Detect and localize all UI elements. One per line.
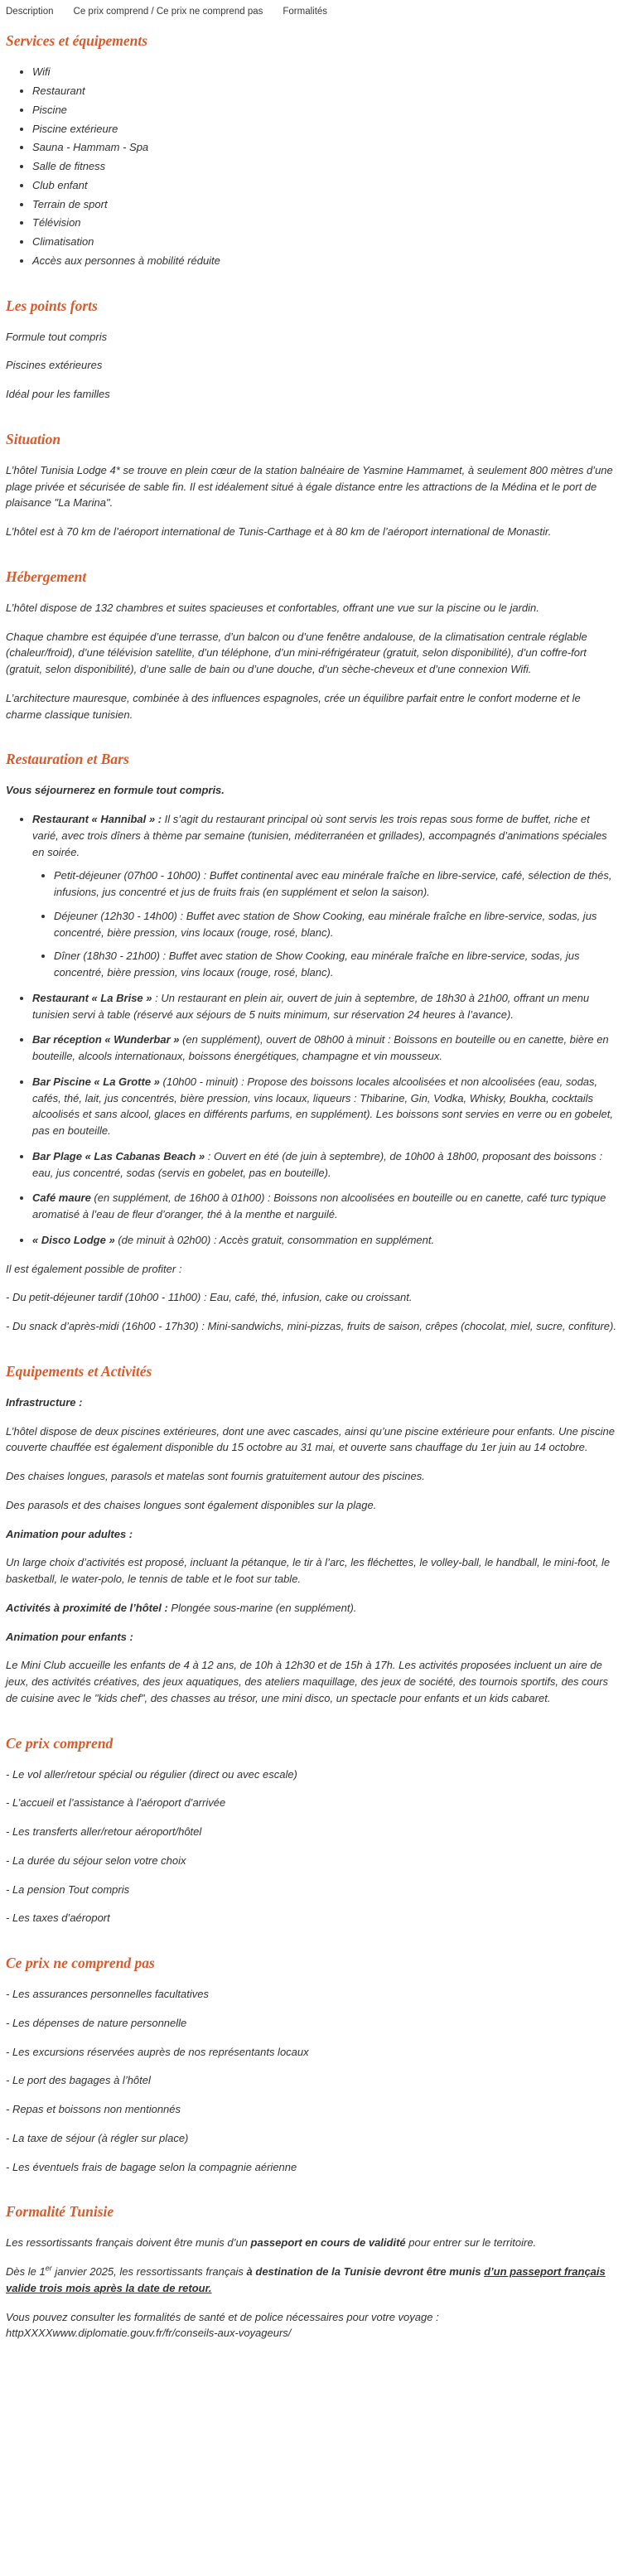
formalites-p1-bold: passeport en cours de validité (250, 2236, 406, 2250)
equipements-title: Equipements et Activités (6, 1362, 152, 1380)
services-list (6, 64, 618, 268)
formalites-paragraph-2025 (6, 2264, 618, 2297)
bar-item (32, 990, 618, 1023)
bar-item (32, 1232, 618, 1249)
point-fort-item: Piscines extérieures (6, 359, 103, 372)
animation-adultes-label (6, 1526, 618, 1543)
bar-name: Restaurant « La Brise » (32, 991, 152, 1004)
activites-proximite (6, 1600, 618, 1617)
formalites-p2-bold: à destination de la Tunisie devront être munis (246, 2265, 485, 2279)
hannibal-meals-list (32, 868, 618, 981)
hebergement-paragraph: Chaque chambre est équipée d’une terrasse, d’un balcon ou d’une fenêtre andalouse, de la climatisation centrale réglable (chaleur/froid), d’une télévision satellite, d’un téléphone, d’un mini-réfrigérateur (gratuit, selon disponibilité), d’un coffre-fort (gratuit, selon disponibilité), d’une salle de bain ou d’une douche, d’un sèche-cheveux et d’une connexion Wifi. (6, 630, 587, 676)
equipements-paragraph: L’hôtel dispose de deux piscines extérieures, dont une avec cascades, ainsi qu’une piscine extérieure pour enfants. Une piscine couverte chauffée est également disponible du 15 octobre au 31 mai, et ouverte sans chauffage du 1er juin au 14 octobre. (6, 1424, 615, 1454)
animation-enfants-label (6, 1629, 618, 1646)
prix-ne-comprend-pas-item: - Les éventuels frais de bagage selon la compagnie aérienne (6, 2160, 297, 2173)
prix-comprend-title: Ce prix comprend (6, 1734, 114, 1752)
bar-name: Bar Plage « Las Cabanas Beach » (32, 1149, 205, 1162)
prix-ne-comprend-pas-item: - Repas et boissons non mentionnés (6, 2103, 181, 2116)
formalites-p1-end: pour entrer sur le territoire. (405, 2236, 537, 2250)
bar-text: (10h00 - minuit) : Propose des boissons locales alcoolisées et non alcoolisées (eau, sodas, cafés, thé, lait, jus concentrés, bière pression, vins locaux, liqueurs : Thibarine, Gin, Vodka, Whisky, Boukha, cocktails alcoolisés et sans alcool, glaces en différents parfums, en supplément). Les boissons sont servies en verre ou en gobelet, pas en bouteille. (32, 1075, 613, 1138)
service-item: • Climatisation (32, 234, 618, 250)
equipements-paragraph: Des parasols et des chaises longues sont également disponibles sur la plage. (6, 1498, 377, 1511)
bar-text: : Ouvert en été (de juin à septembre), de 10h00 à 18h00, proposant des boissons : eau, jus concentré, sodas (servis en gobelet, pas en bouteille). (32, 1149, 602, 1179)
restaurant-hannibal-name: Restaurant « Hannibal » : (32, 813, 162, 826)
services-title: Services et équipements (6, 32, 148, 50)
service-item: • Club enfant (32, 177, 618, 194)
prix-ne-comprend-pas-item: - Les assurances personnelles facultatives (6, 1988, 209, 2001)
point-fort-item: Formule tout compris (6, 330, 108, 343)
prix-ne-comprend-pas-title: Ce prix ne comprend pas (6, 1955, 155, 1972)
formalites-p2-sup: er (45, 2264, 52, 2273)
top-tab-bar (6, 5, 618, 19)
bar-name: Bar réception « Wunderbar » (32, 1033, 180, 1046)
tab-ce-prix-comprend[interactable]: Ce prix comprend / Ce prix ne comprend pas (73, 7, 263, 17)
section-equipements (6, 1363, 618, 1707)
hebergement-title: Hébergement (6, 568, 87, 585)
prix-comprend-item: - Les transferts aller/retour aéroport/hôtel (6, 1825, 202, 1839)
restaurant-hannibal-text: Il s’agit du restaurant principal où sont servis les trois repas sous forme de buffet, riche et varié, avec trois dîners à thème par semaine (tunisien, méditerranéen et grillades), accompagnés d’animations spéciales en soirée. (32, 813, 607, 858)
prix-ne-comprend-pas-item: - Les dépenses de nature personnelle (6, 2016, 187, 2029)
formalites-p1-text: Les ressortissants français doivent être munis d’un (6, 2236, 251, 2250)
formalites-p2-bold-underline: d’un passeport français valide trois mois après la date de retour. (6, 2265, 606, 2294)
formalites-title: Formalité Tunisie (6, 2203, 114, 2221)
formalites-paragraph-lien (6, 2309, 618, 2342)
situation-paragraph: L’hôtel est à 70 km de l’aéroport international de Tunis-Carthage et à 80 km de l’aéroport international de Monastir. (6, 525, 552, 539)
prix-ne-comprend-pas-item: - Les excursions réservées auprès de nos représentants locaux (6, 2045, 309, 2058)
service-item: • Salle de fitness (32, 158, 618, 175)
section-situation (6, 431, 618, 540)
bar-text: (de minuit à 02h00) : Accès gratuit, consommation en supplément. (114, 1233, 435, 1246)
bar-text: (en supplément, de 16h00 à 01h00) : Boissons non alcoolisées en bouteille ou en canette, café turc typique aromatisé à l’eau de fleur d’oranger, thé à la menthe et narguilé. (32, 1191, 606, 1221)
tab-description[interactable]: Description (6, 7, 54, 17)
restauration-profiter: Il est également possible de profiter : (6, 1262, 182, 1275)
points-forts-title: Les points forts (6, 297, 98, 314)
bar-item (32, 1032, 618, 1065)
prix-comprend-item: - La durée du séjour selon votre choix (6, 1853, 186, 1867)
situation-title: Situation (6, 430, 61, 447)
formalites-paragraph-passeport (6, 2235, 618, 2251)
bar-item (32, 1074, 618, 1139)
prix-comprend-item: - Le vol aller/retour spécial ou régulier (direct ou avec escale) (6, 1767, 297, 1781)
prix-comprend-item: - La pension Tout compris (6, 1882, 130, 1896)
meal-item: • Déjeuner (12h30 - 14h00) : Buffet avec station de Show Cooking, eau minérale fraîche en libre-service, sodas, jus concentré, bière pression, vins locaux (rouge, rosé, blanc). (54, 908, 618, 941)
formalites-p2-text2: janvier 2025, les ressortissants français (51, 2265, 247, 2279)
animation-enfants-label-text: Animation pour enfants : (6, 1630, 133, 1643)
situation-paragraph: L’hôtel Tunisia Lodge 4* se trouve en plein cœur de la station balnéaire de Yasmine Hammamet, à seulement 800 mètres d’une plage privée et sécurisée de sable fin. Il est idéalement situé à égale distance entre les attractions de la Médina et le port de plaisance "La Marina". (6, 463, 613, 510)
hebergement-paragraph: L’architecture mauresque, combinée à des influences espagnoles, crée un équilibre parfait entre le confort moderne et le charme classique tunisien. (6, 691, 581, 721)
service-item: • Piscine (32, 102, 618, 118)
section-services (6, 32, 618, 268)
equipements-paragraph: Le Mini Club accueille les enfants de 4 à 12 ans, de 10h à 12h30 et de 15h à 17h. Les activités proposées incluent un aire de jeux, des activités créatives, des jeux aquatiques, des ateliers maquillage, des jeux de société, des tournois sportifs, des cours de cuisine avec le "kids chef", des chasses au trésor, une mini disco, un spectacle pour enfants et un kids cabaret. (6, 1659, 608, 1704)
formalites-p3-text: Vous pouvez consulter les formalités de santé et de police nécessaires pour votre voyage : (6, 2310, 439, 2323)
infrastructure-label (6, 1394, 618, 1411)
restauration-title: Restauration et Bars (6, 751, 129, 768)
service-item: • Restaurant (32, 83, 618, 99)
prix-comprend-item: - L’accueil et l’assistance à l’aéroport d’arrivée (6, 1796, 226, 1810)
restauration-list (6, 811, 618, 1249)
meal-item: • Petit-déjeuner (07h00 - 10h00) : Buffet continental avec eau minérale fraîche en libre-service, café, sélection de thés, infusions, jus concentré et jus de fruits frais (en supplément et selon la saison). (54, 868, 618, 901)
bar-name: Café maure (32, 1191, 91, 1205)
animation-adultes-label-text: Animation pour adultes : (6, 1527, 133, 1540)
service-item: • Télévision (32, 215, 618, 231)
restauration-extra: - Du petit-déjeuner tardif (10h00 - 11h00) : Eau, café, thé, infusion, cake ou croissant. (6, 1291, 413, 1304)
prix-ne-comprend-pas-item: - Le port des bagages à l’hôtel (6, 2074, 151, 2087)
restauration-extra: - Du snack d’après-midi (16h00 - 17h30) : Mini-sandwichs, mini-pizzas, fruits de saison, crêpes (chocolat, miel, sucre, confiture). (6, 1320, 616, 1333)
bar-item (32, 1190, 618, 1223)
infrastructure-label-text: Infrastructure : (6, 1395, 83, 1409)
section-restauration (6, 751, 618, 1335)
equipements-paragraph: Un large choix d’activités est proposé, incluant la pétanque, le tir à l’arc, les fléchettes, le volley-ball, le handball, le mini-foot, le basketball, le water-polo, le tennis de table et le foot sur table. (6, 1556, 611, 1586)
prix-ne-comprend-pas-item: - La taxe de séjour (à régler sur place) (6, 2131, 189, 2144)
service-item: • Terrain de sport (32, 196, 618, 213)
formalites-p2-text: Dès le 1 (6, 2265, 46, 2279)
section-points-forts (6, 297, 618, 403)
section-prix-ne-comprend-pas (6, 1955, 618, 2175)
service-item: • Sauna - Hammam - Spa (32, 139, 618, 156)
bar-name: Bar Piscine « La Grotte » (32, 1075, 160, 1088)
service-item: • Wifi (32, 64, 618, 80)
restaurant-hannibal-item (32, 811, 618, 981)
bar-name: « Disco Lodge » (32, 1233, 115, 1246)
tab-formalites[interactable]: Formalités (283, 7, 328, 17)
section-formalites (6, 2203, 618, 2342)
point-fort-item: Idéal pour les familles (6, 388, 110, 401)
bar-item (32, 1148, 618, 1182)
service-item: • Accès aux personnes à mobilité réduite (32, 253, 618, 269)
service-item: • Piscine extérieure (32, 121, 618, 138)
meal-item: • Dîner (18h30 - 21h00) : Buffet avec station de Show Cooking, eau minérale fraîche en libre-service, sodas, jus concentré, bière pression, vins locaux (rouge, rosé, blanc). (54, 948, 618, 981)
section-hebergement (6, 568, 618, 723)
restauration-intro (6, 782, 618, 799)
formalites-url: httpXXXXwww.diplomatie.gouv.fr/fr/conseils-aux-voyageurs/ (6, 2327, 292, 2340)
equipements-paragraph: Des chaises longues, parasols et matelas sont fournis gratuitement autour des piscines. (6, 1470, 425, 1483)
prix-comprend-item: - Les taxes d’aéroport (6, 1911, 110, 1925)
bar-text: : Un restaurant en plein air, ouvert de juin à septembre, de 18h30 à 21h00, offrant un menu tunisien servi à table (réservé aux séjours de 5 nuits minimum, sur réservation 24 heures à l’avance). (32, 991, 590, 1021)
hebergement-paragraph: L’hôtel dispose de 132 chambres et suites spacieuses et confortables, offrant une vue sur la piscine ou le jardin. (6, 601, 539, 614)
section-prix-comprend (6, 1735, 618, 1927)
restauration-intro-text: Vous séjournerez en formule tout compris. (6, 784, 225, 797)
activites-proximite-text: Plongée sous-marine (en supplément). (167, 1601, 357, 1614)
bar-text: (en supplément), ouvert de 08h00 à minuit : Boissons en bouteille ou en canette, bière en bouteille, alcools internationaux, boissons énergétiques, champagne et vin mousseux. (32, 1033, 609, 1063)
activites-proximite-lead: Activités à proximité de l’hôtel : (6, 1601, 168, 1614)
